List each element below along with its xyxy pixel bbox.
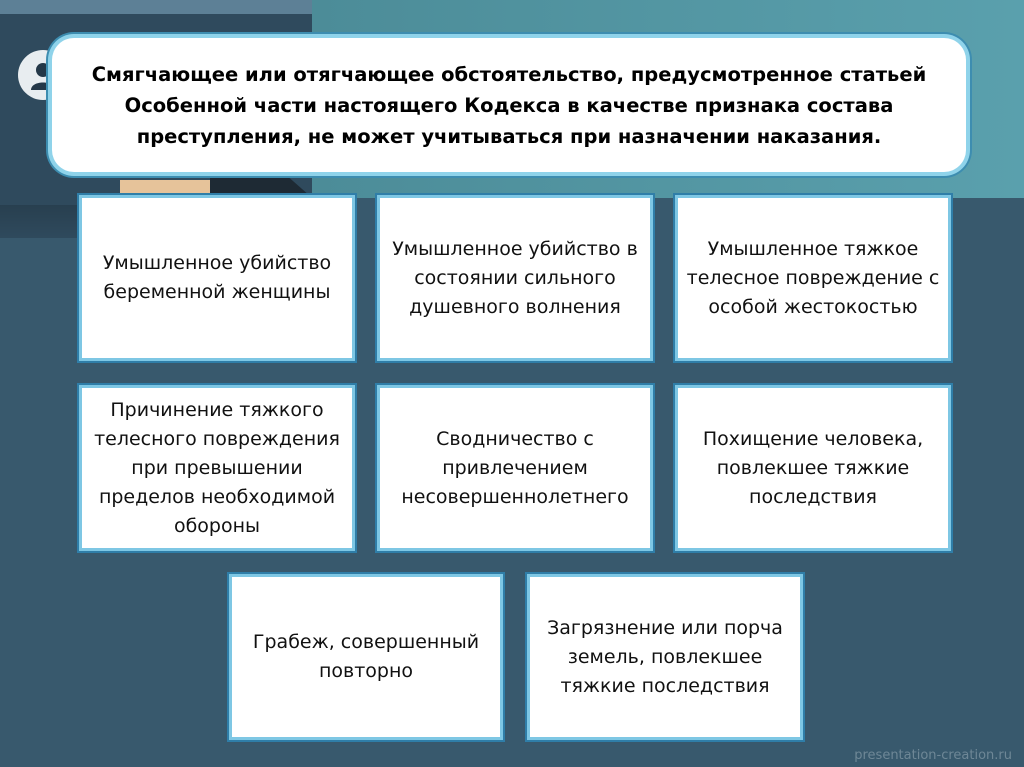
card-injury-self-defense <box>82 388 352 548</box>
card-text: Умышленное тяжкое телесное повреждение с особой жестокостью <box>686 237 940 318</box>
card-grave-injury-cruelty <box>678 198 948 358</box>
card-text: Грабеж, совершенный повторно <box>252 631 480 682</box>
card-murder-pregnant <box>82 198 352 358</box>
card-text: Причинение тяжкого телесного повреждения при превышении пределов необходимой обороны <box>94 398 340 537</box>
figure-illustration <box>120 170 310 196</box>
header-card <box>52 38 966 172</box>
card-text: Умышленное убийство в состоянии сильного душевного волнения <box>392 237 638 318</box>
header-text: Смягчающее или отягчающее обстоятельство, предусмотренное статьей Особенной части настоящего Кодекса в качестве признака состава преступления, не может учитываться при назначении наказания. <box>91 62 927 148</box>
card-text: Умышленное убийство беременной женщины <box>102 252 332 303</box>
card-land-pollution <box>530 577 800 737</box>
watermark: presentation-creation.ru <box>854 748 1012 763</box>
card-text: Загрязнение или порча земель, повлекшее тяжкие последствия <box>547 616 783 697</box>
background-strip <box>0 0 312 14</box>
card-repeated-robbery <box>232 577 500 737</box>
card-pandering-minor <box>380 388 650 548</box>
card-text: Сводничество с привлечением несовершеннолетнего <box>401 427 629 508</box>
card-murder-passion <box>380 198 650 358</box>
card-kidnapping <box>678 388 948 548</box>
card-text: Похищение человека, повлекшее тяжкие последствия <box>702 427 924 508</box>
